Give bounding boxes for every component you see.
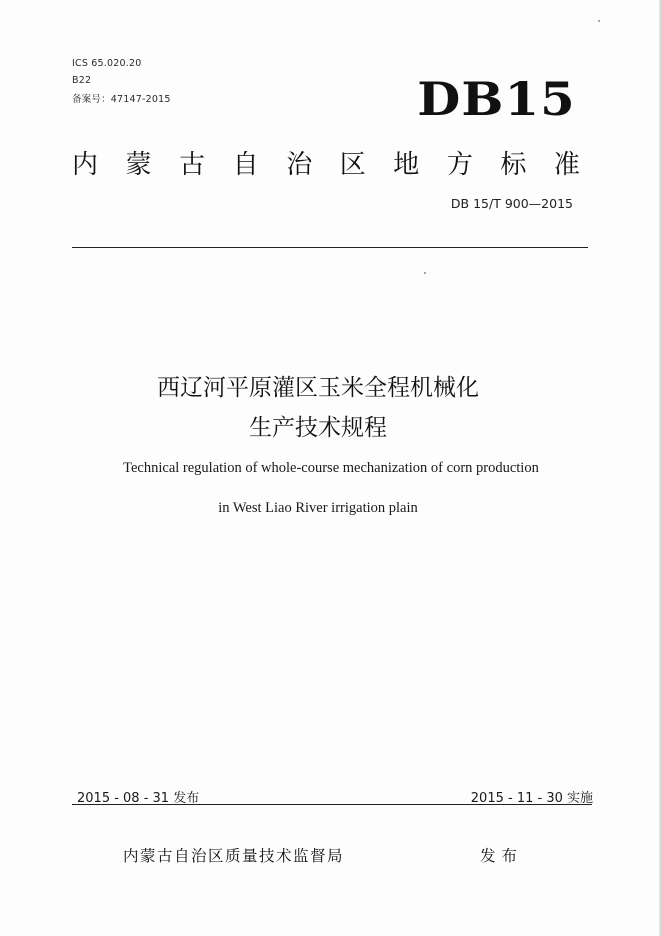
scan-speck [424,272,426,274]
record-number: 备案号：47147-2015 [72,94,171,105]
category-char: 治 [286,150,313,180]
scan-speck [598,20,600,22]
category-char: 内 [72,150,99,180]
category-char: 方 [446,150,473,180]
header-divider [72,247,588,248]
category-char: 准 [553,150,580,180]
implementation-date: 2015 - 11 - 30 实施 [470,791,593,806]
category-char: 蒙 [125,150,152,180]
category-char: 自 [232,150,259,180]
title-english-line2: in West Liao River irrigation plain [218,500,418,516]
ccs-code: B22 [72,75,92,86]
standard-number: DB 15/T 900—2015 [450,196,573,211]
category-char: 地 [393,150,420,180]
footer-divider [72,804,592,805]
category-char: 古 [179,150,206,180]
title-english-line1: Technical regulation of whole-course mechanization of corn production [123,460,539,476]
category-char: 区 [339,150,366,180]
title-chinese-line1: 西辽河平原灌区玉米全程机械化 [157,375,479,401]
issue-date: 2015 - 08 - 31 发布 [77,791,200,806]
ics-code: ICS 65.020.20 [72,58,142,69]
standard-category [72,144,580,181]
standard-code-logo: DB15 [417,72,576,126]
issue-label: 发布 [480,847,524,865]
title-chinese-line2: 生产技术规程 [249,415,387,441]
category-char: 标 [500,150,527,180]
issuing-authority: 内蒙古自治区质量技术监督局 [123,847,345,865]
